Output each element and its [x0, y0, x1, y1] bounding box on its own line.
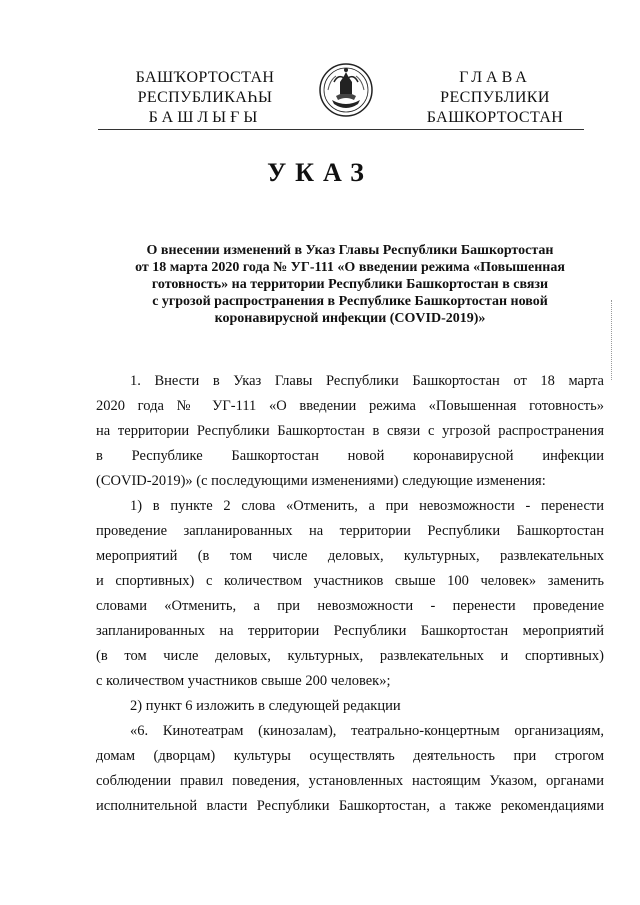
body-line: с количеством участников свыше 200 человек»;: [96, 673, 391, 689]
body-line: проведение запланированных на территории Республики Башкортостан: [96, 523, 604, 539]
body-line: 1) в пункте 2 слова «Отменить, а при невозможности - перенести: [130, 498, 604, 514]
body-line: 1. Внести в Указ Главы Республики Башкортостан от 18 марта: [130, 373, 604, 389]
coat-of-arms-emblem-icon: [318, 60, 374, 120]
subtitle-line: готовность» на территории Республики Башкортостан в связи: [151, 277, 549, 292]
document-title: УКАЗ: [267, 158, 373, 187]
body-line: «6. Кинотеатрам (кинозалам), театрально-концертным организациям,: [130, 723, 604, 739]
scan-artifact: [607, 300, 612, 380]
document-body: [96, 369, 604, 819]
body-line: (COVID-2019)» (с последующими изменениями) следующие изменения:: [96, 473, 546, 489]
header-left-line-3: БАШЛЫҒЫ: [148, 109, 262, 126]
header-right-line-2: РЕСПУБЛИКИ: [440, 89, 550, 106]
body-line: исполнительной власти Республики Башкортостан, а также рекомендациями: [96, 798, 604, 814]
body-line: в Республике Башкортостан новой коронавирусной инфекции: [96, 448, 604, 464]
header-left-line-1: БАШҠОРТОСТАН: [135, 69, 275, 86]
body-line: соблюдении правил поведения, установленных настоящим Указом, органами: [96, 773, 604, 789]
subtitle-line: от 18 марта 2020 года № УГ-111 «О введении режима «Повышенная: [135, 260, 565, 275]
header-right-block: [410, 68, 580, 128]
header-left-line-2: РЕСПУБЛИКАҺЫ: [137, 89, 273, 106]
body-line: мероприятий (в том числе деловых, культурных, развлекательных: [96, 548, 604, 564]
body-line: на территории Республики Башкортостан в связи с угрозой распространения: [96, 423, 604, 439]
subtitle-line: коронавирусной инфекции (COVID-2019)»: [214, 311, 486, 326]
body-line: домам (дворцам) культуры осуществлять деятельность при строгом: [96, 748, 604, 764]
body-line: словами «Отменить, а при невозможности - перенести проведение: [96, 598, 604, 614]
subtitle-line: с угрозой распространения в Республике Башкортостан новой: [152, 294, 548, 309]
body-line: запланированных на территории Республики Башкортостан мероприятий: [96, 623, 604, 639]
header-divider: [98, 129, 584, 130]
body-line: и спортивных) с количеством участников свыше 100 человек» заменить: [96, 573, 604, 589]
subtitle-line: О внесении изменений в Указ Главы Республики Башкортостан: [146, 243, 554, 258]
header-right-line-1: ГЛАВА: [459, 69, 531, 86]
document-subtitle: [96, 242, 604, 327]
header-left-block: [110, 68, 300, 128]
body-line: 2) пункт 6 изложить в следующей редакции: [130, 698, 401, 714]
body-line: 2020 года № УГ-111 «О введении режима «Повышенная готовность»: [96, 398, 604, 414]
header-right-line-3: БАШКОРТОСТАН: [426, 109, 564, 126]
body-line: (в том числе деловых, культурных, развлекательных и спортивных): [96, 648, 604, 664]
